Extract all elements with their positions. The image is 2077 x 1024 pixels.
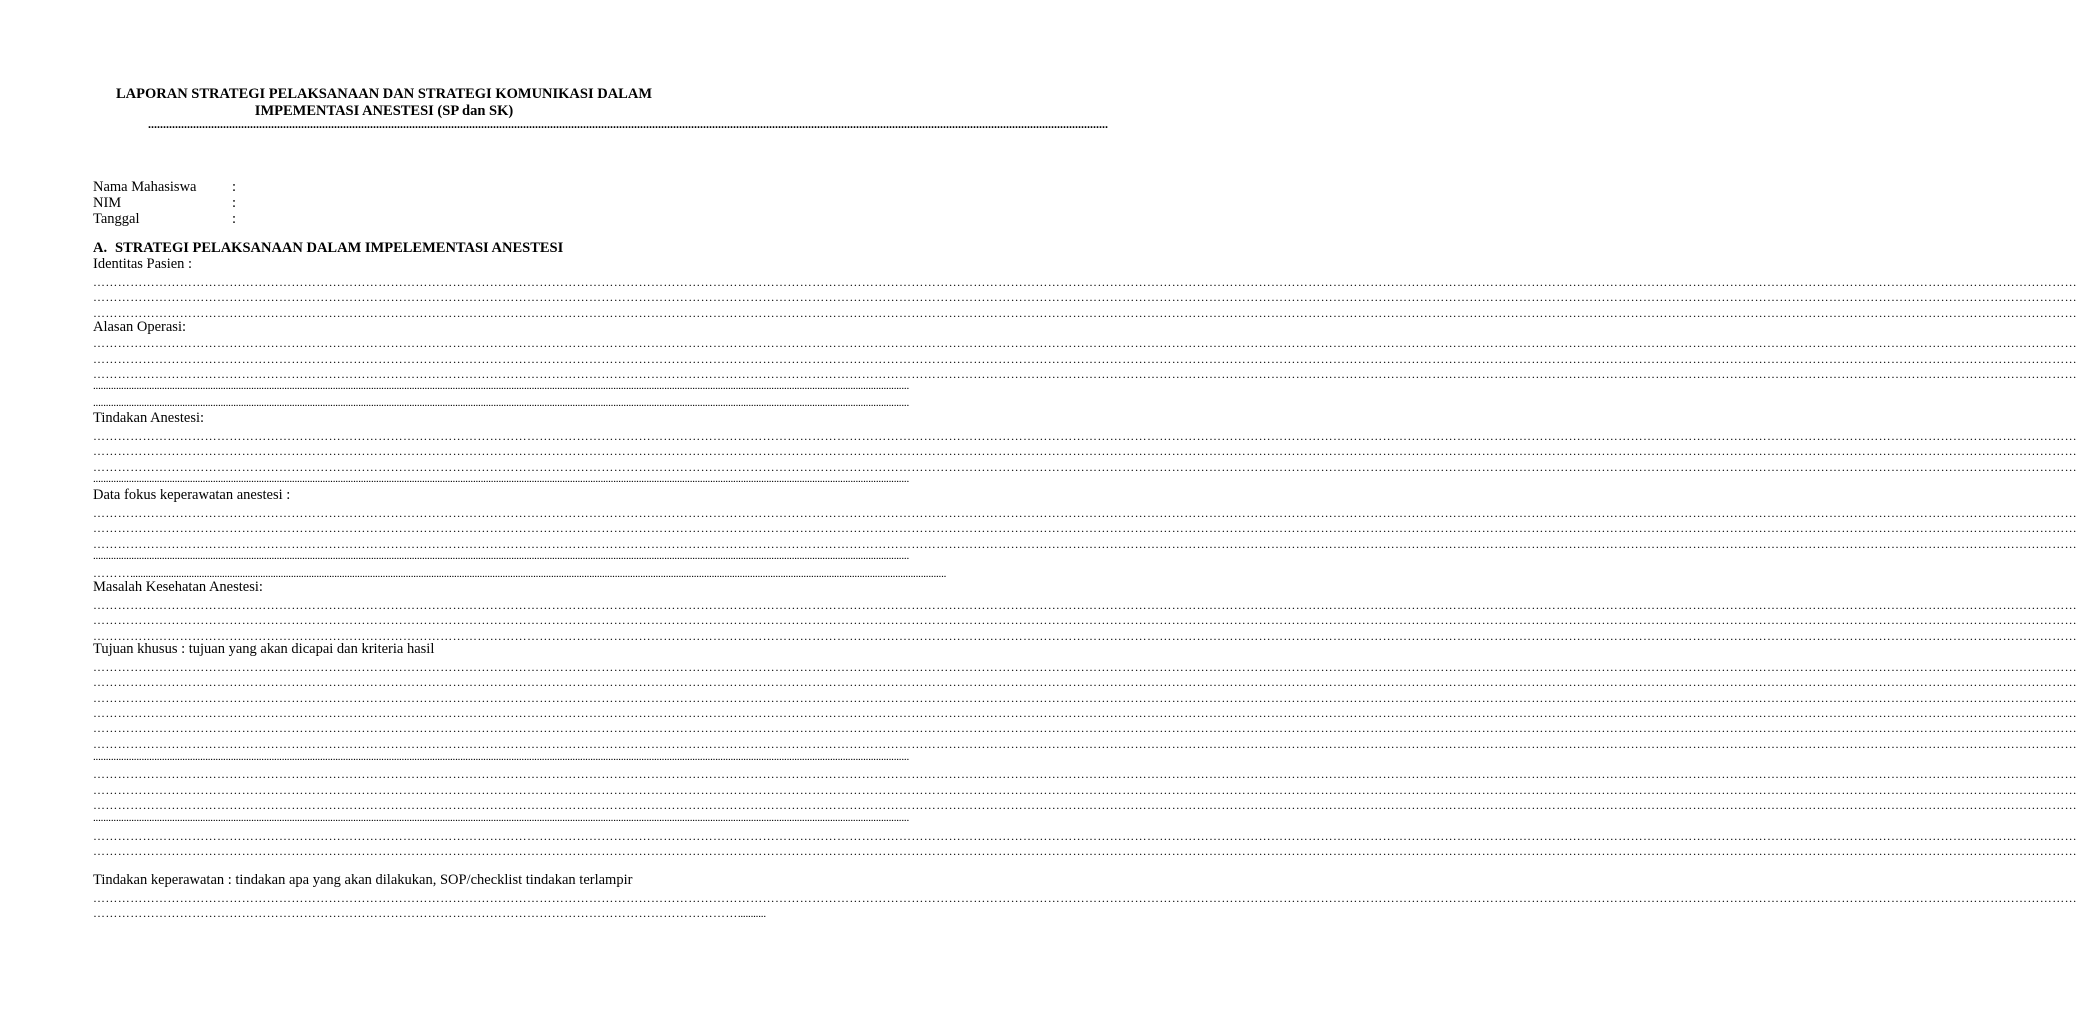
identity-colon: :	[232, 179, 237, 195]
fill-line: …………………………………………………………………………………………………………………………………………………………………………………………………………………………………………………………………………………………………………………………………………………………………………………………………………………………………………	[93, 460, 2077, 474]
fill-line: ................................................................................................................................................................................................................................................................................................................................	[93, 380, 910, 392]
field-label-identitas-pasien: Identitas Pasien :	[93, 256, 193, 272]
fill-line: …………………………………………………………………………………………………………………………………………………………………………………………………………………………………………………………………………………………………………………………………………………………………………………………………………………………………………	[93, 537, 2077, 551]
fill-line: …………………………………………………………………………………………………………………………………………………………………………………………………………………………………………………………………………………………………………………………………………………………………………………………………………………………………………	[93, 444, 2077, 458]
identity-colon: :	[232, 195, 237, 211]
fill-line: …………………………………………………………………………………………………………………………………………………………………………………………………………………………………………………………………………………………………………………………………………………………………………………………………………………………………………	[93, 783, 2077, 797]
field-label-data-fokus: Data fokus keperawatan anestesi :	[93, 487, 291, 503]
fill-line: …………………………………………………………………………………………………………………………………………………………………………………………………………………………………………………………………………………………………………………………………………………………………………………………………………………………………………	[93, 691, 2077, 705]
fill-line: ………................................................................................................................................................................................................................................................................................................................................	[93, 566, 947, 580]
fill-line: …………………………………………………………………………………………………………………………………………………………………………………………………………………………………………………………………………………………………………………………………………………………………………………………………………………………………………	[93, 829, 2077, 843]
field-label-tindakan-anestesi: Tindakan Anestesi:	[93, 410, 205, 426]
fill-line: …………………………………………………………………………………………………………………………………………………………………………………………………………………………………………………………………………………………………………………………………………………………………………………………………………………………………………	[93, 506, 2077, 520]
identity-label: Nama Mahasiswa	[93, 179, 197, 195]
section-number: A.	[93, 240, 108, 256]
field-label-tujuan-khusus: Tujuan khusus : tujuan yang akan dicapai dan kriteria hasil	[93, 641, 435, 657]
fill-line: …………………………………………………………………………………………………………………………………………………………………………………………………………………………………………………………………………………………………………………………………………………………………………………………………………………………………………	[93, 306, 2077, 320]
title-line-2: IMPEMENTASI ANESTESI (SP dan SK)	[254, 103, 514, 119]
fill-line: …………………………………………………………………………………………………………………………………………………………………………………………………………………………………………………………………………………………………………………………………………………………………………………………………………………………………………	[93, 798, 2077, 812]
fill-line: …………………………………………………………………………………………………………………………………………………………………………………………………………………………………………………………………………………………………………………………………………………………………………………………………………………………………………	[93, 675, 2077, 689]
fill-line: …………………………………………………………………………………………………………………………………………………………………………………………………………………………………………………………………………………………………………………………………………………………………………………………………………………………………………	[93, 660, 2077, 674]
document-title	[92, 86, 676, 120]
title-line-1: LAPORAN STRATEGI PELAKSANAAN DAN STRATEGI KOMUNIKASI DALAM	[115, 86, 653, 102]
fill-line: …………………………………………………………………………………………………………………………………………………………………………………………………………………………………………………………………………………………………………………………………………………………………………………………………………………………………………	[93, 598, 2077, 612]
fill-line: …………………………………………………………………………………………………………………………………………………………………………………………………………………………………………………………………………………………………………………………………………………………………………………………………………………………………………	[93, 290, 2077, 304]
fill-line: …………………………………………………………………………………………………………………………………………………………………………………………………………………………………………………………………………………………………………………………………………………………………………………………………………………………………………	[93, 521, 2077, 535]
title-dotted-line: ................................................................................................................................................................................................................................................................................................................................	[148, 117, 1108, 131]
field-label-tindakan-keperawatan: Tindakan keperawatan : tindakan apa yang akan dilakukan, SOP/checklist tindakan terlampir	[93, 872, 633, 888]
field-label-alasan-operasi: Alasan Operasi:	[93, 319, 187, 335]
fill-line: …………………………………………………………………………………………………………………………………………………………………………………………………………………………………………………………………………………………………………………………………………………………………………………………………………………………………………	[93, 367, 2077, 381]
fill-line: ................................................................................................................................................................................................................................................................................................................................	[93, 751, 910, 763]
fill-line: ................................................................................................................................................................................................................................................................................................................................	[93, 397, 910, 409]
fill-line: …………………………………………………………………………………………………………………………………………………………………………………………………………………………………………………………………………………………………………………………………………………………………………………………………………………………………………	[93, 844, 2077, 858]
fill-line: …………………………………………………………………………………………………………………………………………………………………………………………………………………………………………………………………………………………………………………………………………………………………………………………………………………………………………	[93, 275, 2077, 289]
fill-line: …………………………………………………………………………………………………………………………………………………………………………………………………………………………………………………………………………………………………………………………………………………………………………………………………………………………………………	[93, 336, 2077, 350]
fill-line: …………………………………………………………………………………………………………………………………………………………………………………………………………………………………………………………………………………………………………………………………………………………………………………………………………………………………………	[93, 629, 2077, 643]
fill-line: …………………………………………………………………………………………………………………………………………...........	[93, 906, 766, 920]
fill-line: ................................................................................................................................................................................................................................................................................................................................	[93, 473, 910, 485]
fill-line: ................................................................................................................................................................................................................................................................................................................................	[93, 550, 910, 562]
fill-line: ................................................................................................................................................................................................................................................................................................................................	[93, 812, 910, 824]
identity-colon: :	[232, 211, 237, 227]
fill-line: …………………………………………………………………………………………………………………………………………………………………………………………………………………………………………………………………………………………………………………………………………………………………………………………………………………………………………	[93, 721, 2077, 735]
fill-line: …………………………………………………………………………………………………………………………………………………………………………………………………………………………………………………………………………………………………………………………………………………………………………………………………………………………………………	[93, 706, 2077, 720]
section-a-heading	[93, 240, 563, 257]
field-label-masalah-kesehatan: Masalah Kesehatan Anestesi:	[93, 579, 263, 595]
fill-line: …………………………………………………………………………………………………………………………………………………………………………………………………………………………………………………………………………………………………………………………………………………………………………………………………………………………………………	[93, 352, 2077, 366]
fill-line: …………………………………………………………………………………………………………………………………………………………………………………………………………………………………………………………………………………………………………………………………………………………………………………………………………………………………………	[93, 429, 2077, 443]
fill-line: …………………………………………………………………………………………………………………………………………………………………………………………………………………………………………………………………………………………………………………………………………………………………………………………………………………………………………	[93, 767, 2077, 781]
fill-line: …………………………………………………………………………………………………………………………………………………………………………………………………………………………………………………………………………………………………………………………………………………………………………………………………………………………………………	[93, 613, 2077, 627]
fill-line: …………………………………………………………………………………………………………………………………………………………………………………………………………………………………………………………………………………………………………………………………………………………………………………………………………………………………………	[93, 891, 2077, 905]
section-title: STRATEGI PELAKSANAAN DALAM IMPELEMENTASI ANESTESI	[115, 240, 564, 256]
identity-label: Tanggal	[93, 211, 140, 227]
identity-label: NIM	[93, 195, 122, 211]
fill-line: …………………………………………………………………………………………………………………………………………………………………………………………………………………………………………………………………………………………………………………………………………………………………………………………………………………………………………	[93, 737, 2077, 751]
